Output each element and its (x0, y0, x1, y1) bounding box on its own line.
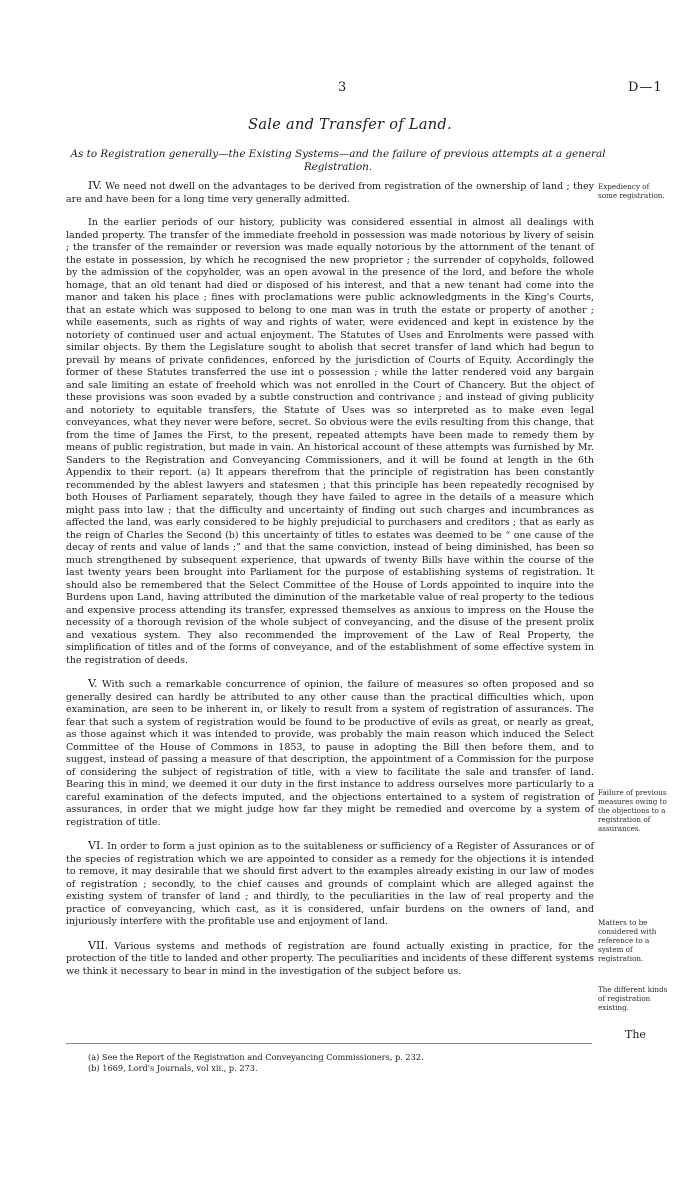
paragraph-text: Various systems and methods of registration are found actually existing in practice, for the protection of the title to landed and other property. The peculiarities and incidents of these different systems we think it necessary to bear in mind in the investigation of the subject before us. (66, 940, 594, 977)
footnote-a: (a) See the Report of the Registration and Conveyancing Commissioners, p. 232. (88, 1052, 424, 1062)
paragraph-iv (66, 180, 594, 206)
page-number: 3 (338, 80, 347, 95)
footnote-rule (66, 1043, 592, 1044)
paragraph-vi (66, 840, 594, 929)
paragraph-number: IV. (88, 179, 102, 192)
margin-note-kinds: The different kinds of registration existing. (598, 985, 668, 1012)
paragraph-history (66, 217, 594, 667)
margin-note-expediency: Expediency of some registration. (598, 182, 665, 200)
margin-note-matters: Matters to be considered with reference to a system of registration. (598, 918, 657, 963)
section-subtitle: As to Registration generally—the Existing Systems—and the failure of previous attempts at a general Registration. (70, 148, 606, 173)
footnote-b: (b) 1669, Lord's Journals, vol xii., p. 273. (88, 1063, 258, 1073)
paragraph-number: V. (88, 677, 98, 690)
footnotes (88, 1052, 424, 1074)
paragraph-vii (66, 940, 594, 979)
body-text (66, 180, 594, 985)
margin-note-failure: Failure of previous measures owing to the objections to a registration of assurances. (598, 788, 667, 833)
paragraph-number: VI. (88, 839, 104, 852)
page-title: Sale and Transfer of Land. (248, 117, 452, 133)
sheet-reference: D—1 (628, 80, 663, 95)
paragraph-text: We need not dwell on the advantages to be derived from registration of the ownership of land ; they are and have been for a long time very generally admitted. (66, 181, 594, 205)
paragraph-text: With such a remarkable concurrence of opinion, the failure of measures so often proposed and so generally desired can hardly be attributed to any other cause than the practical difficulties which, upon examination, are seen to be inherent in, or likely to result from a system of registration of assurances. The fear that such a system of registration would be found to be productive of evils as great, or nearly as great, as those against which it was intended to provide, was probably the main reason which induced the Select Committee of the House of Commons in 1853, to pause in adopting the Bill then before them, and to suggest, instead of passing a measure of that description, the appointment of a Commission for the purpose of considering the subject of registration of title, with a view to facilitate the sale and transfer of land. Bearing this in mind, we deemed it our duty in the first instance to address ourselves more particularly to a careful examination of the defects imputed, and the objections entertained to a system of registration of assurances, in order that we might judge how far they might be remedied and overcome by a system of registration of title. (66, 679, 594, 828)
paragraph-number: VII. (88, 938, 109, 952)
paragraph-v (66, 678, 594, 829)
paragraph-text: In the earlier periods of our history, publicity was considered essential in almost all dealings with landed property. The transfer of the immediate freehold in possession was made notorious by livery of seisin ; the transfer of the remainder or reversion was made equally notorious by the attornment of the tenant of the estate in possession, by which he recognised the new proprietor ; the surrender of copyholds, followed by the admission of the copyholder, was an open avowal in the presence of the lord, and before the whole homage, that an old tenant had died or disposed of his interest, and that a new tenant had come into the manor and taken his place ; fines with proclamations were public acknowledgments in the King's Courts, that an estate which was supposed to belong to one man was in truth the estate or property of another ; while easements, such as rights of way and rights of water, were evidenced and kept in existence by the notoriety of continued user and actual enjoyment. The Statutes of Uses and Enrolments were passed with similar objects. By them the Legislature sought to abolish that secret transfer of land which had begun to prevail by means of private confidences, enforced by the jurisdiction of Courts of Equity. Accordingly the former of these Statutes transferred the use int o possession ; while the latter rendered void any bargain and sale limiting an estate of freehold which was not enrolled in the Court of Chancery. But the object of these provisions was soon evaded by a subtle construction and contrivance ; and instead of giving publicity and notoriety to equitable transfers, the Statute of Uses was so interpreted as to make even legal conveyances, what they never were before, secret. So obvious were the evils resulting from this change, that from the time of James the First, to the present, repeated attempts have been made to remedy them by means of public registration, but made in vain. An historical account of these attempts was furnished by Mr. Sanders to the Registration and Conveyancing Commissioners, and it will be found at length in the 6th Appendix to their report. (a) It appears therefrom that the principle of registration has been constantly recommended by the ablest lawyers and statesmen ; that this principle has been repeatedly recognised by both Houses of Parliament separately, though they have failed to agree in the details of a measure which might pass into law ; that the difficulty and uncertainty of finding out such charges and incumbrances as affected the land, was early considered to be highly prejudicial to purchasers and creditors ; that as early as the reign of Charles the Second (b) this uncertainty of titles to estates was deemed to be “ one cause of the decay of rents and value of lands ;” and that the same conviction, instead of being diminished, has been so much strengthened by subsequent experience, that upwards of twenty Bills have within the course of the last twenty years been brought into Parliament for the purpose of establishing systems of registration. It should also be remembered that the Select Committee of the House of Lords appointed to inquire into the Burdens upon Land, having attributed the diminution of the marketable value of real property to the tedious and expensive process attending its transfer, expressed themselves as anxious to impress on the House the necessity of a thorough revision of the whole subject of conveyancing, and the disuse of the present prolix and vexatious system. They also recommended the improvement of the Law of Real Property, the simplification of titles and of the forms of conveyance, and of the establishment of some effective system in the registration of deeds. (66, 217, 594, 666)
paragraph-text: In order to form a just opinion as to the suitableness or sufficiency of a Register of Assurances or of the species of registration which we are appointed to consider as a remedy for the objections it is intended to remove, it may desirable that we should first advert to the examples already existing in our law of modes of registration ; secondly, to the chief causes and grounds of complaint which are alleged against the existing system of transfer of land ; and thirdly, to the peculiarities in the law of real property and the practice of conveyancing, which cast, as it is considered, unfair burdens on the owners of land, and injuriously interfere with the profitable use and enjoyment of land. (66, 841, 594, 927)
catchword: The (625, 1028, 646, 1041)
